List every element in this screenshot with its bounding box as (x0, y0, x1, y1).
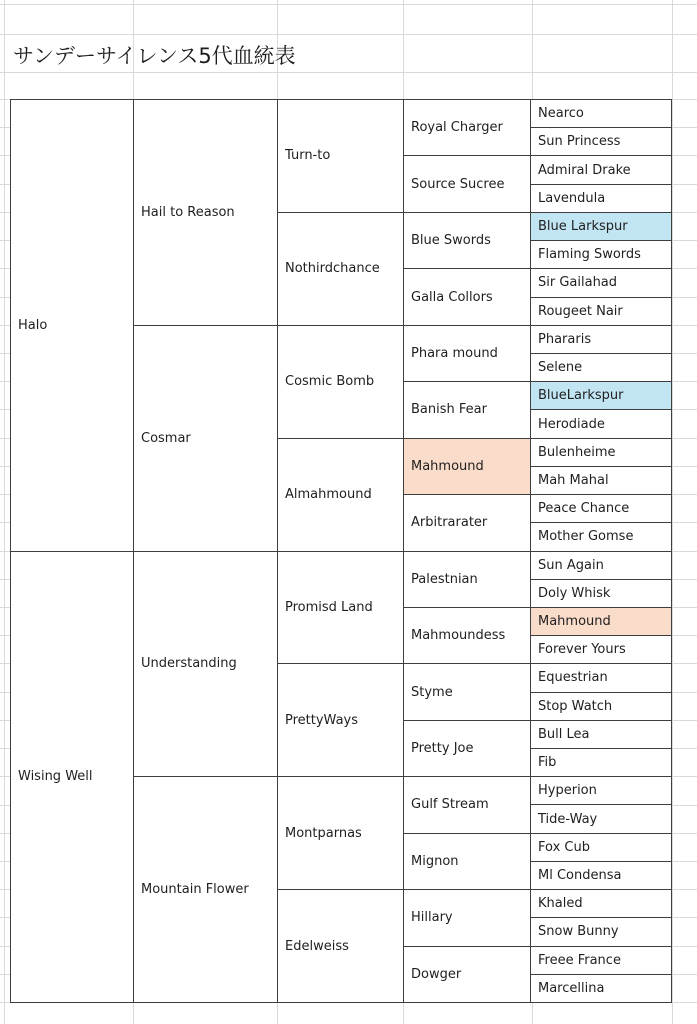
pedigree-cell-generation-5[interactable]: Peace Chance (531, 495, 672, 523)
pedigree-cell-generation-5[interactable]: Khaled (531, 890, 672, 918)
grid-line-horizontal (0, 72, 697, 73)
pedigree-cell-generation-5[interactable]: Blue Larkspur (531, 212, 672, 240)
pedigree-cell-generation-5[interactable]: Mahmound (531, 607, 672, 635)
pedigree-cell-generation-2[interactable]: Cosmar (134, 325, 278, 551)
pedigree-cell-generation-5[interactable]: Flaming Swords (531, 241, 672, 269)
pedigree-cell-generation-4[interactable]: Gulf Stream (404, 777, 531, 833)
pedigree-cell-generation-5[interactable]: Marcellina (531, 974, 672, 1002)
pedigree-cell-generation-5[interactable]: Freee France (531, 946, 672, 974)
pedigree-cell-generation-2[interactable]: Hail to Reason (134, 100, 278, 326)
pedigree-cell-generation-5[interactable]: Snow Bunny (531, 918, 672, 946)
pedigree-cell-generation-4[interactable]: Mignon (404, 833, 531, 889)
pedigree-cell-generation-4[interactable]: Arbitrarater (404, 495, 531, 551)
pedigree-cell-generation-5[interactable]: Nearco (531, 100, 672, 128)
pedigree-cell-generation-4[interactable]: Dowger (404, 946, 531, 1002)
pedigree-cell-generation-5[interactable]: Herodiade (531, 410, 672, 438)
pedigree-cell-generation-5[interactable]: Rougeet Nair (531, 297, 672, 325)
table-row (11, 551, 672, 579)
pedigree-cell-generation-5[interactable]: Sir Gailahad (531, 269, 672, 297)
grid-line-vertical (4, 0, 5, 1024)
pedigree-table (10, 99, 672, 1003)
pedigree-cell-generation-5[interactable]: Phararis (531, 325, 672, 353)
pedigree-cell-generation-3[interactable]: Turn-to (278, 100, 404, 213)
pedigree-cell-generation-5[interactable]: Stop Watch (531, 692, 672, 720)
pedigree-cell-generation-5[interactable]: Hyperion (531, 777, 672, 805)
pedigree-cell-generation-4[interactable]: Hillary (404, 890, 531, 946)
pedigree-cell-generation-5[interactable]: Fox Cub (531, 833, 672, 861)
pedigree-cell-generation-5[interactable]: Tide-Way (531, 805, 672, 833)
grid-line-vertical (672, 0, 673, 1024)
pedigree-cell-generation-5[interactable]: Mother Gomse (531, 523, 672, 551)
pedigree-cell-generation-5[interactable]: BlueLarkspur (531, 382, 672, 410)
page-title: サンデーサイレンス5代血統表 (13, 44, 296, 68)
pedigree-cell-generation-3[interactable]: PrettyWays (278, 664, 404, 777)
pedigree-cell-generation-4[interactable]: Source Sucree (404, 156, 531, 212)
pedigree-cell-generation-4[interactable]: Styme (404, 664, 531, 720)
pedigree-cell-generation-5[interactable]: Fib (531, 749, 672, 777)
pedigree-cell-generation-5[interactable]: Bull Lea (531, 720, 672, 748)
pedigree-cell-generation-3[interactable]: Cosmic Bomb (278, 325, 404, 438)
pedigree-cell-generation-3[interactable]: Almahmound (278, 438, 404, 551)
pedigree-cell-generation-5[interactable]: Bulenheime (531, 438, 672, 466)
pedigree-cell-generation-2[interactable]: Mountain Flower (134, 777, 278, 1003)
grid-line-horizontal (0, 34, 697, 35)
pedigree-cell-generation-5[interactable]: Lavendula (531, 184, 672, 212)
pedigree-cell-generation-5[interactable]: Ml Condensa (531, 861, 672, 889)
pedigree-cell-generation-1[interactable]: Wising Well (11, 551, 134, 1003)
pedigree-cell-generation-3[interactable]: Montparnas (278, 777, 404, 890)
pedigree-cell-generation-3[interactable]: Nothirdchance (278, 212, 404, 325)
pedigree-cell-generation-5[interactable]: Doly Whisk (531, 579, 672, 607)
table-row (11, 100, 672, 128)
pedigree-cell-generation-5[interactable]: Sun Princess (531, 128, 672, 156)
pedigree-cell-generation-5[interactable]: Forever Yours (531, 636, 672, 664)
pedigree-cell-generation-2[interactable]: Understanding (134, 551, 278, 777)
pedigree-cell-generation-5[interactable]: Sun Again (531, 551, 672, 579)
pedigree-cell-generation-4[interactable]: Mahmoundess (404, 607, 531, 663)
pedigree-cell-generation-4[interactable]: Phara mound (404, 325, 531, 381)
pedigree-cell-generation-4[interactable]: Galla Collors (404, 269, 531, 325)
pedigree-table-body (11, 100, 672, 1003)
grid-line-horizontal (0, 4, 697, 5)
pedigree-cell-generation-4[interactable]: Palestnian (404, 551, 531, 607)
pedigree-cell-generation-4[interactable]: Banish Fear (404, 382, 531, 438)
pedigree-cell-generation-1[interactable]: Halo (11, 100, 134, 552)
pedigree-cell-generation-5[interactable]: Selene (531, 353, 672, 381)
pedigree-cell-generation-4[interactable]: Pretty Joe (404, 720, 531, 776)
pedigree-cell-generation-5[interactable]: Admiral Drake (531, 156, 672, 184)
pedigree-cell-generation-3[interactable]: Edelweiss (278, 890, 404, 1003)
pedigree-cell-generation-3[interactable]: Promisd Land (278, 551, 404, 664)
pedigree-cell-generation-4[interactable]: Blue Swords (404, 212, 531, 268)
pedigree-cell-generation-4[interactable]: Royal Charger (404, 100, 531, 156)
pedigree-cell-generation-5[interactable]: Mah Mahal (531, 466, 672, 494)
pedigree-cell-generation-4[interactable]: Mahmound (404, 438, 531, 494)
pedigree-cell-generation-5[interactable]: Equestrian (531, 664, 672, 692)
